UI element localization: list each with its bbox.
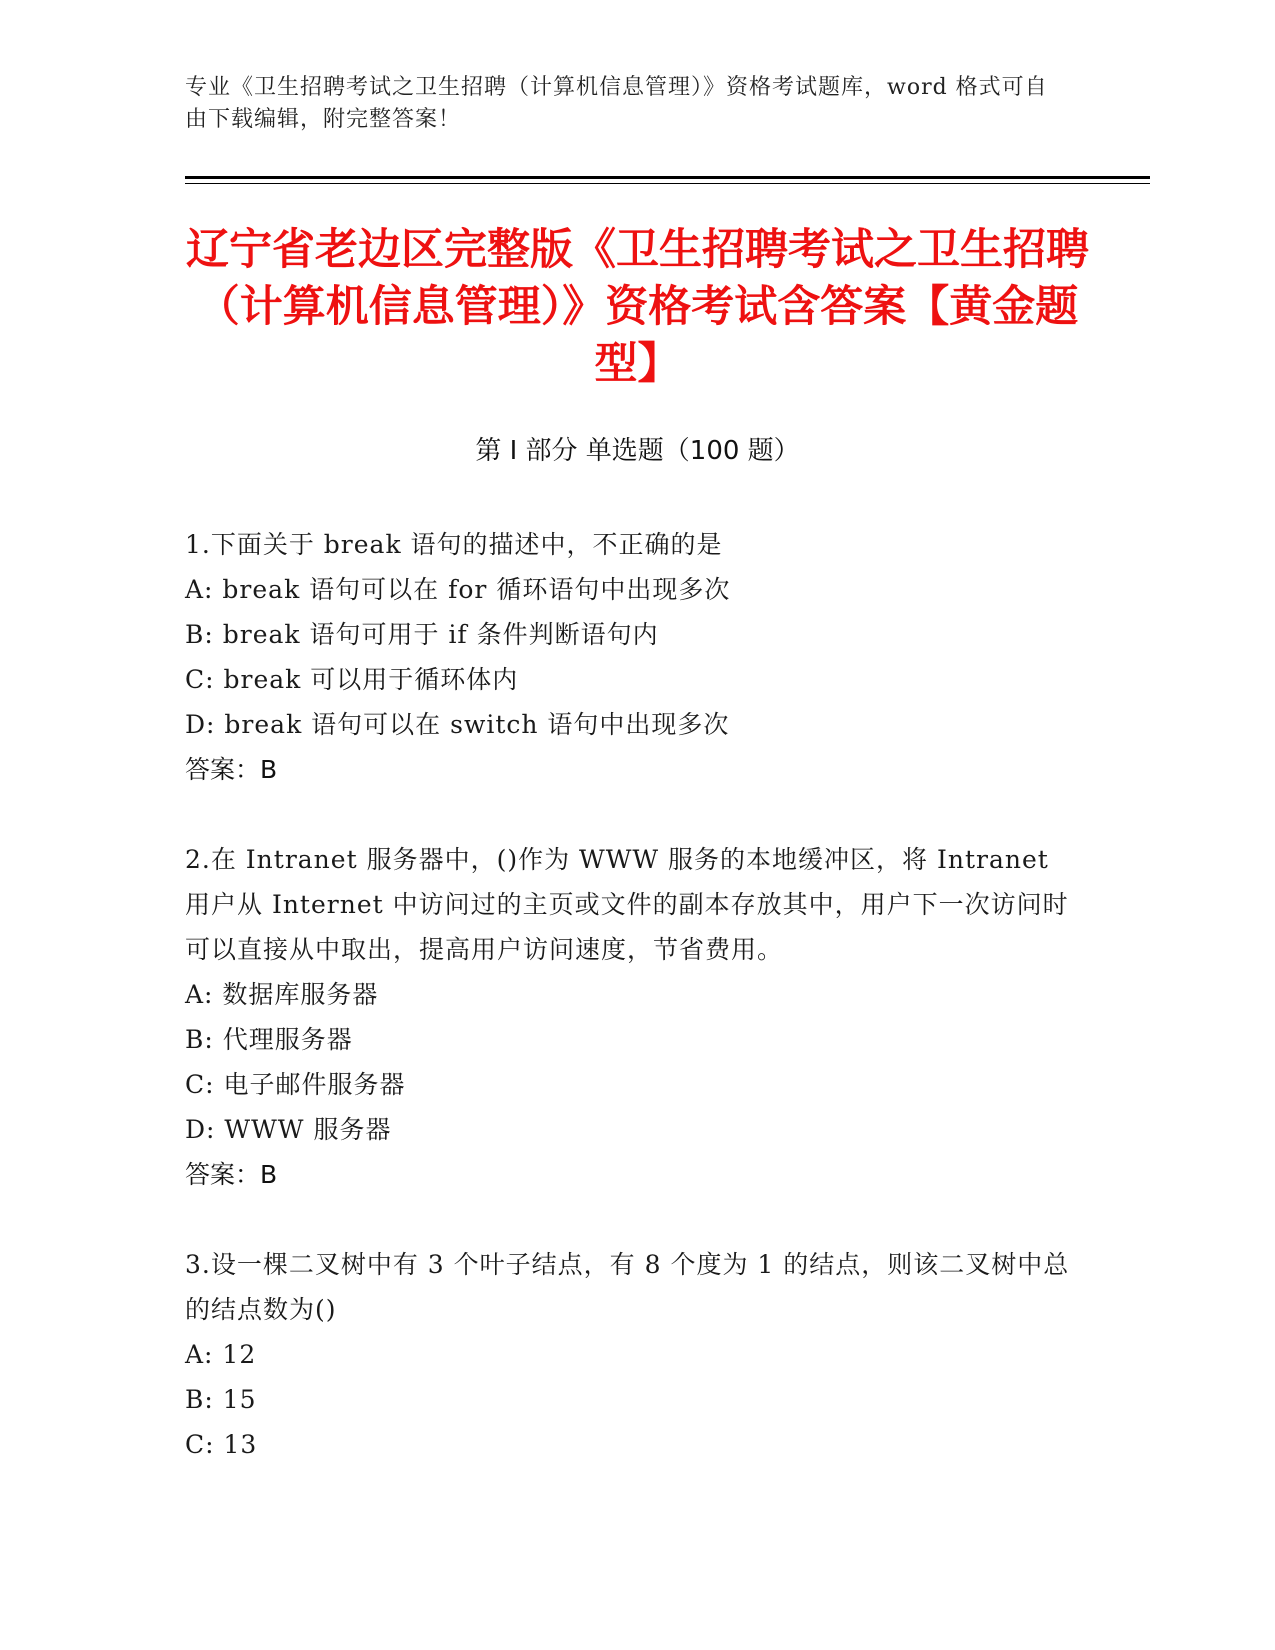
header-divider-thin	[185, 183, 1150, 184]
question-text: 1.下面关于 break 语句的描述中，不正确的是	[185, 530, 723, 559]
question-list	[185, 522, 1075, 1512]
question-item	[185, 837, 1075, 1197]
question-item	[185, 1242, 1075, 1467]
question-text: 2.在 Intranet 服务器中，()作为 WWW 服务的本地缓冲区，将 Intranet 用户从 Internet 中访问过的主页或文件的副本存放其中，用户下一次访问时可以直接从中取出，提高用户访问速度，节省费用。	[185, 845, 1069, 964]
section-heading: 第 I 部分 单选题（100 题）	[475, 436, 800, 466]
answer-text: 答案：B	[185, 755, 278, 784]
option-b: B: 代理服务器	[185, 1025, 353, 1054]
option-a: A: 数据库服务器	[185, 980, 379, 1009]
option-a: A: break 语句可以在 for 循环语句中出现多次	[185, 575, 731, 604]
option-c: C: break 可以用于循环体内	[185, 665, 519, 694]
option-c: C: 13	[185, 1430, 258, 1459]
header-divider-thick	[185, 176, 1150, 179]
option-d: D: WWW 服务器	[185, 1115, 392, 1144]
question-text: 3.设一棵二叉树中有 3 个叶子结点，有 8 个度为 1 的结点，则该二叉树中总的结点数为()	[185, 1250, 1070, 1324]
header-note: 专业《卫生招聘考试之卫生招聘（计算机信息管理）》资格考试题库，word 格式可自由下载编辑，附完整答案！	[185, 75, 1048, 132]
option-a: A: 12	[185, 1340, 257, 1369]
answer-text: 答案：B	[185, 1160, 278, 1189]
option-b: B: break 语句可用于 if 条件判断语句内	[185, 620, 659, 649]
option-b: B: 15	[185, 1385, 257, 1414]
option-c: C: 电子邮件服务器	[185, 1070, 406, 1099]
question-item	[185, 522, 1075, 792]
document-title: 辽宁省老边区完整版《卫生招聘考试之卫生招聘（计算机信息管理）》资格考试含答案【黄金题型】	[186, 225, 1089, 389]
option-d: D: break 语句可以在 switch 语句中出现多次	[185, 710, 730, 739]
